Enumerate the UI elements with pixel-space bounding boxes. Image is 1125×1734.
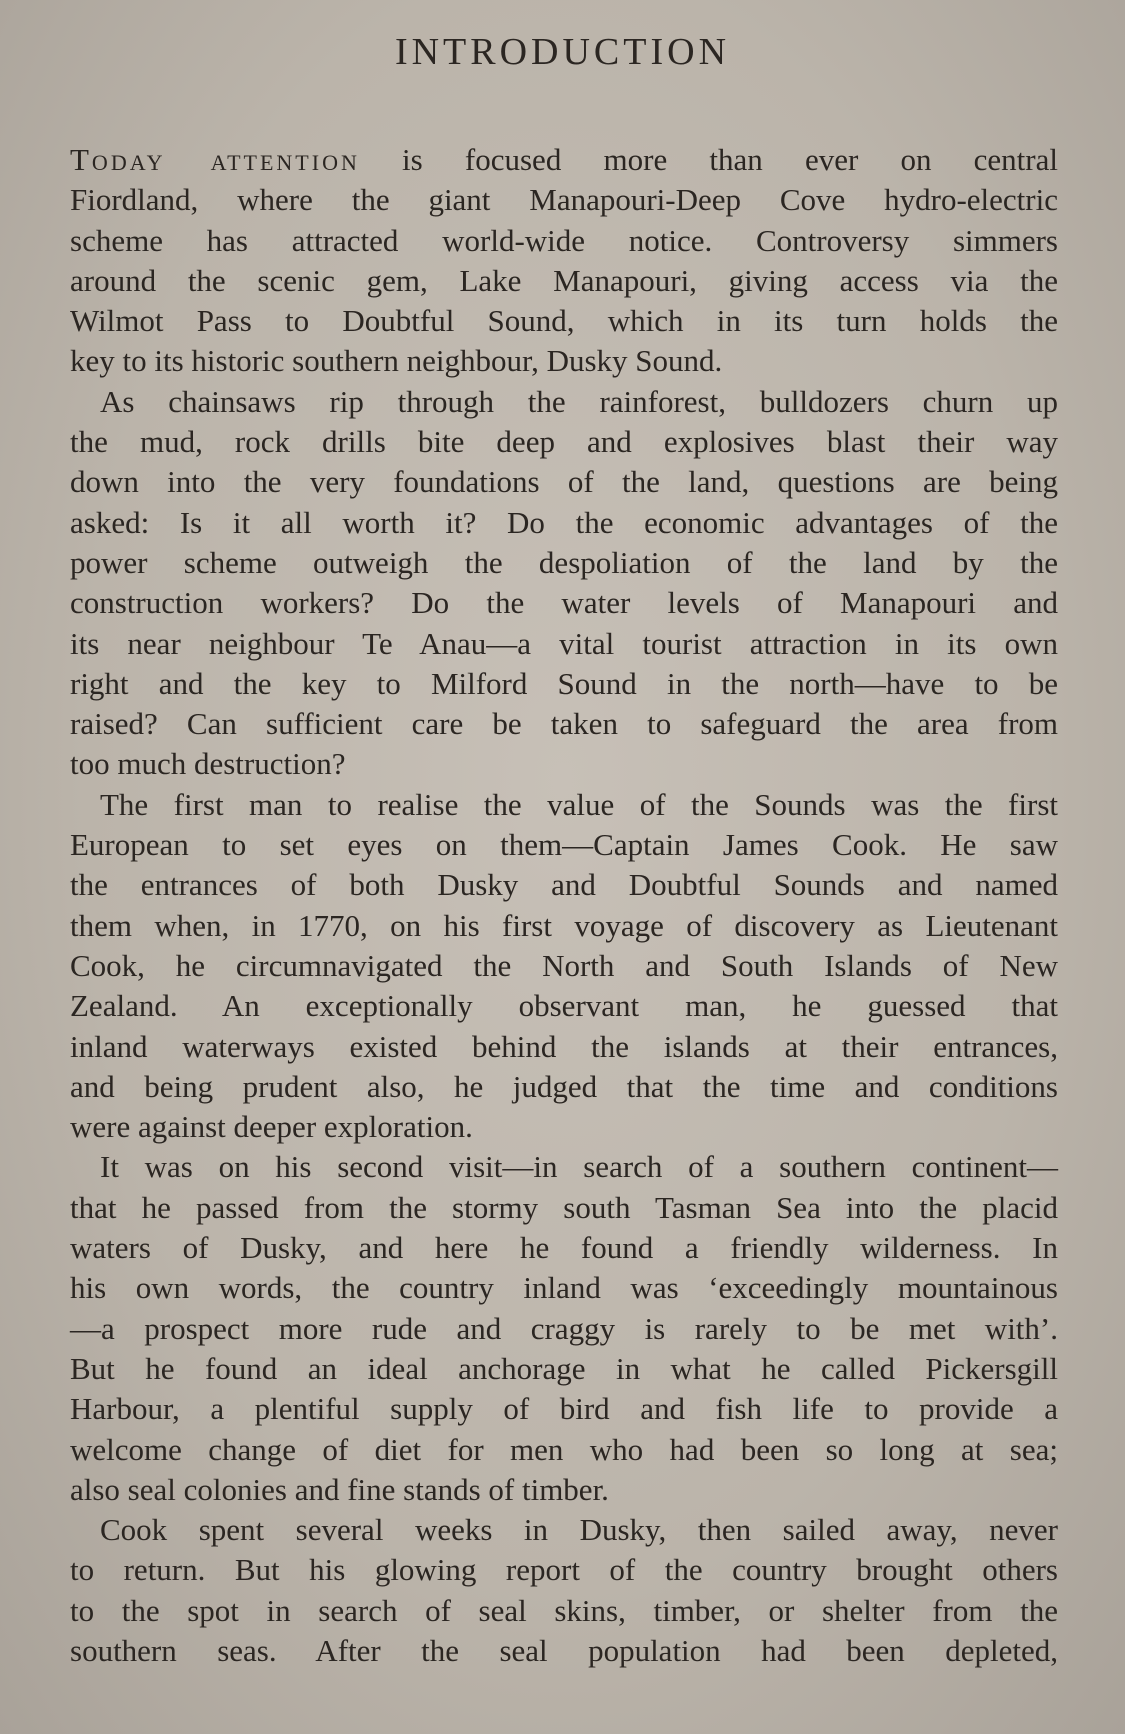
text-line: right and the key to Milford Sound in the north—have to be (70, 665, 1058, 701)
paragraph (70, 382, 1058, 785)
text-line: raised? Can sufficient care be taken to safeguard the area from (70, 706, 1058, 742)
text-line: them when, in 1770, on his first voyage of discovery as Lieutenant (70, 907, 1058, 943)
text-line: asked: Is it all worth it? Do the economic advantages of the (70, 504, 1058, 540)
text-line: Harbour, a plentiful supply of bird and fish life to provide a (70, 1391, 1058, 1427)
text-line: the mud, rock drills bite deep and explosives blast their way (70, 424, 1058, 460)
page-title: INTRODUCTION (394, 31, 731, 73)
text-line: his own words, the country inland was ‘exceedingly mountainous (70, 1270, 1058, 1306)
text-line: Fiordland, where the giant Manapouri-Deep Cove hydro-electric (70, 182, 1058, 218)
text-line: It was on his second visit—in search of a southern continent— (100, 1149, 1058, 1185)
text-line: around the scenic gem, Lake Manapouri, giving access via the (70, 262, 1058, 298)
text-line: waters of Dusky, and here he found a friendly wilderness. In (70, 1230, 1058, 1266)
text-line: welcome change of diet for men who had been so long at sea; (70, 1431, 1058, 1467)
text-line: to the spot in search of seal skins, timber, or shelter from the (70, 1592, 1058, 1628)
body-text (70, 140, 1058, 1671)
text-line: But he found an ideal anchorage in what he called Pickersgill (70, 1350, 1058, 1386)
text-line: Zealand. An exceptionally observant man, he guessed that (70, 988, 1058, 1024)
text-line: Wilmot Pass to Doubtful Sound, which in its turn holds the (70, 303, 1058, 339)
text-line: As chainsaws rip through the rainforest, bulldozers churn up (100, 383, 1058, 419)
text-line: were against deeper exploration. (70, 1109, 473, 1145)
text-line: also seal colonies and fine stands of timber. (70, 1471, 609, 1507)
text-line: too much destruction? (70, 746, 346, 782)
text-line: The first man to realise the value of the Sounds was the first (100, 786, 1058, 822)
text-line: the entrances of both Dusky and Doubtful Sounds and named (70, 867, 1058, 903)
text-line: scheme has attracted world-wide notice. Controversy simmers (70, 222, 1058, 258)
text-line: down into the very foundations of the land, questions are being (70, 464, 1058, 500)
text-line: southern seas. After the seal population had been depleted, (70, 1632, 1058, 1668)
text-line: —a prospect more rude and craggy is rarely to be met with’. (70, 1310, 1058, 1346)
text-line: Cook spent several weeks in Dusky, then sailed away, never (100, 1512, 1058, 1548)
text-line: and being prudent also, he judged that the time and conditions (70, 1068, 1058, 1104)
paragraph (70, 140, 1058, 382)
text-line: that he passed from the stormy south Tasman Sea into the placid (70, 1189, 1058, 1225)
text-line: European to set eyes on them—Captain James Cook. He saw (70, 827, 1058, 863)
paragraph (70, 1510, 1058, 1671)
text-line: inland waterways existed behind the islands at their entrances, (70, 1028, 1058, 1064)
text-line: Today attention is focused more than ever on central (70, 142, 1058, 177)
paragraph (70, 785, 1058, 1148)
text-line: its near neighbour Te Anau—a vital tourist attraction in its own (70, 625, 1058, 661)
text-line: construction workers? Do the water levels of Manapouri and (70, 585, 1058, 621)
paragraph (70, 1147, 1058, 1510)
lead-small-caps: Today attention (70, 142, 360, 177)
text-line: to return. But his glowing report of the country brought others (70, 1552, 1058, 1588)
text-line: key to its historic southern neighbour, Dusky Sound. (70, 343, 723, 379)
text-line: power scheme outweigh the despoliation of the land by the (70, 544, 1058, 580)
text-line: Cook, he circumnavigated the North and South Islands of New (70, 947, 1058, 983)
